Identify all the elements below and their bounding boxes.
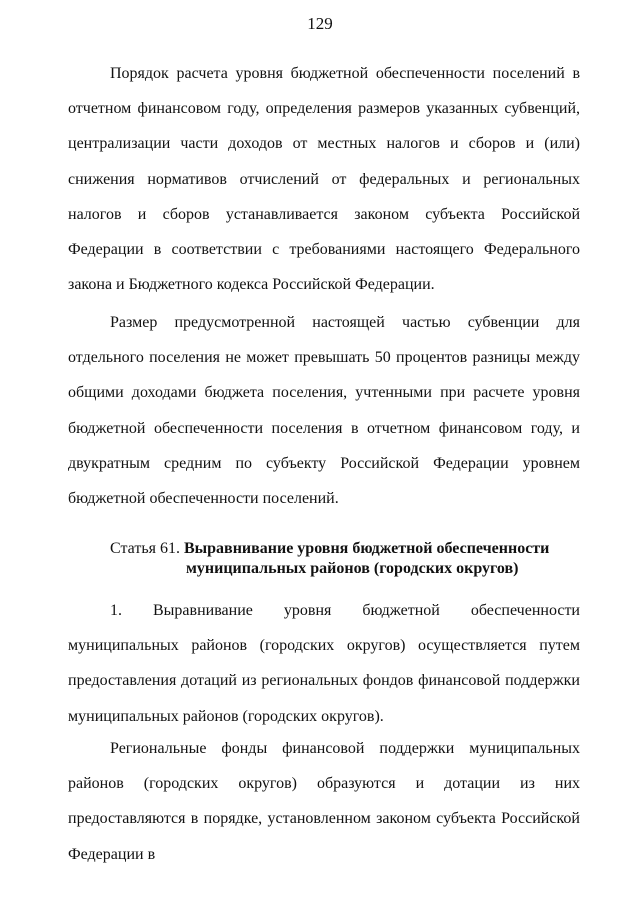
article-title-line2: муниципальных районов (городских округов) bbox=[186, 560, 519, 577]
article-title-line1: Выравнивание уровня бюджетной обеспеченности bbox=[183, 540, 550, 557]
paragraph-calculation-procedure: Порядок расчета уровня бюджетной обеспеченности поселений в отчетном финансовом году, определения размеров указанных субвенций, централизации части доходов от местных налогов и сборов и (или) снижения нормативов отчислений от федеральных и региональных налогов и сборов устанавливается законом субъекта Российской Федерации в соответствии с требованиями настоящего Федерального закона и Бюджетного кодекса Российской Федерации. bbox=[68, 65, 580, 294]
article-heading bbox=[110, 539, 580, 579]
paragraph-equalization: 1. Выравнивание уровня бюджетной обеспеченности муниципальных районов (городских округов) осуществляется путем предоставления дотаций из региональных фондов финансовой поддержки муниципальных районов (городских округов). bbox=[68, 602, 580, 725]
article-heading-line1 bbox=[110, 539, 580, 559]
page-number: 129 bbox=[307, 14, 333, 33]
paragraph-regional-funds: Региональные фонды финансовой поддержки муниципальных районов (городских округов) образуются и дотации из них предоставляются в порядке, установленном законом субъекта Российской Федерации в bbox=[68, 740, 580, 863]
article-prefix: Статья 61. bbox=[110, 540, 180, 557]
paragraph-subvention-limit: Размер предусмотренной настоящей частью субвенции для отдельного поселения не может превышать 50 процентов разницы между общими доходами бюджета поселения, учтенными при расчете уровня бюджетной обеспеченности поселения в отчетном финансовом году, и двукратным средним по субъекту Российской Федерации уровнем бюджетной обеспеченности поселений. bbox=[68, 314, 580, 508]
